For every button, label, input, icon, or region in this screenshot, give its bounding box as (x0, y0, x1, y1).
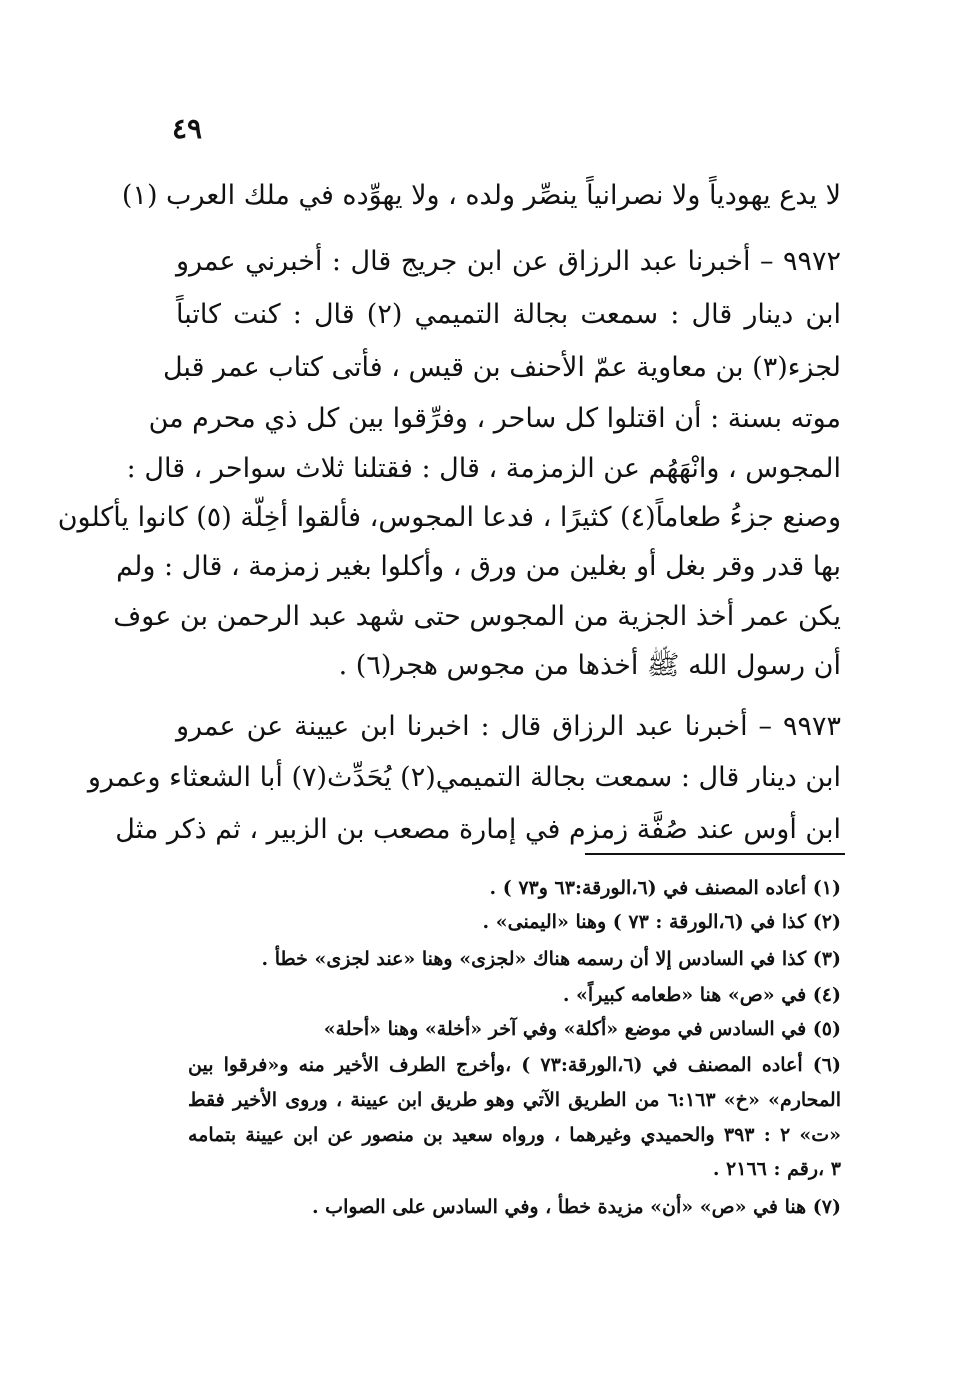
hadith-9972-line: أن رسول الله ﷺ أخذها من مجوس هجر(٦) . (338, 650, 841, 681)
footnote-line: «ت» ٢ : ٣٩٣ والحميدي وغيرهما ، ورواه سعيد بن منصور عن ابن عيينة بتمامه (188, 1124, 841, 1146)
hadith-9972-line: لجزء(٣) بن معاوية عمّ الأحنف بن قيس ، فأتى كتاب عمر قبل (162, 352, 841, 383)
footnote-line: المحارم» «خ» ٦:١٦٣ من الطريق الآتي وهو طريق ابن عيينة ، وروى الأخير فقط (188, 1089, 841, 1111)
hadith-9972-line: ابن دينار قال : سمعت بجالة التميمي (٢) قال : كنت كاتباً (176, 299, 841, 330)
hadith-9972-line: وصنع جزءُ طعاماً(٤) كثيرًا ، فدعا المجوس، فألقوا أخِلّة (٥) كانوا يأكلون (57, 502, 841, 533)
footnote-line: ٣ ،رقم : ٢١٦٦ . (712, 1158, 841, 1180)
hadith-9973-line: ابن دينار قال : سمعت بجالة التميمي(٢) يُحَدِّث(٧) أبا الشعثاء وعمرو (87, 762, 841, 793)
footnote-separator (585, 853, 845, 855)
page-number: ٤٩ (172, 112, 203, 145)
hadith-9973-line: ٩٩٧٣ – أخبرنا عبد الرزاق قال : اخبرنا ابن عيينة عن عمرو (176, 711, 841, 742)
hadith-9973-line: ابن أوس عند صُفَّة زمزم في إمارة مصعب بن الزبير ، ثم ذكر مثل (115, 814, 841, 845)
footnote-line: (٢) كذا في (٦،الورقة : ٧٣ ) وهنا «اليمنى» . (482, 911, 841, 933)
hadith-9972-line: موته بسنة : أن اقتلوا كل ساحر ، وفرِّقوا بين كل ذي محرم من (148, 403, 841, 434)
footnote-line: (٤) في «ص» هنا «طعامه كبيراً» . (562, 984, 841, 1006)
hadith-9972-line: ٩٩٧٢ – أخبرنا عبد الرزاق عن ابن جريج قال : أخبرني عمرو (176, 246, 841, 277)
intro-line: لا يدع يهودياً ولا نصرانياً ينصِّر ولده ، ولا يهوِّده في ملك العرب (١) (121, 180, 841, 211)
hadith-9972-line: بها قدر وقر بغل أو بغلين من ورق ، وأكلوا بغير زمزمة ، قال : ولم (116, 551, 841, 582)
footnote-line: (٦) أعاده المصنف في (٦،الورقة:٧٣ ) ،وأخرج الطرف الأخير منه و«فرقوا بين (188, 1054, 841, 1076)
footnote-line: (٧) هنا في «ص» «أن» مزيدة خطأ ، وفي السادس على الصواب . (311, 1196, 841, 1218)
footnote-line: (٣) كذا في السادس إلا أن رسمه هناك «لجزى» وهنا «عند لجزى» خطأ . (261, 948, 841, 970)
hadith-9972-line: يكن عمر أخذ الجزية من المجوس حتى شهد عبد الرحمن بن عوف (113, 601, 841, 632)
footnote-line: (١) أعاده المصنف في (٦،الورقة:٦٣ و٧٣ ) . (489, 877, 841, 899)
hadith-9972-line: المجوس ، وانْهَهُم عن الزمزمة ، قال : فقتلنا ثلاث سواحر ، قال : (126, 453, 841, 484)
footnote-line: (٥) في السادس في موضع «أكلة» وفي آخر «أخلة» وهنا «أحلة» (323, 1018, 841, 1040)
